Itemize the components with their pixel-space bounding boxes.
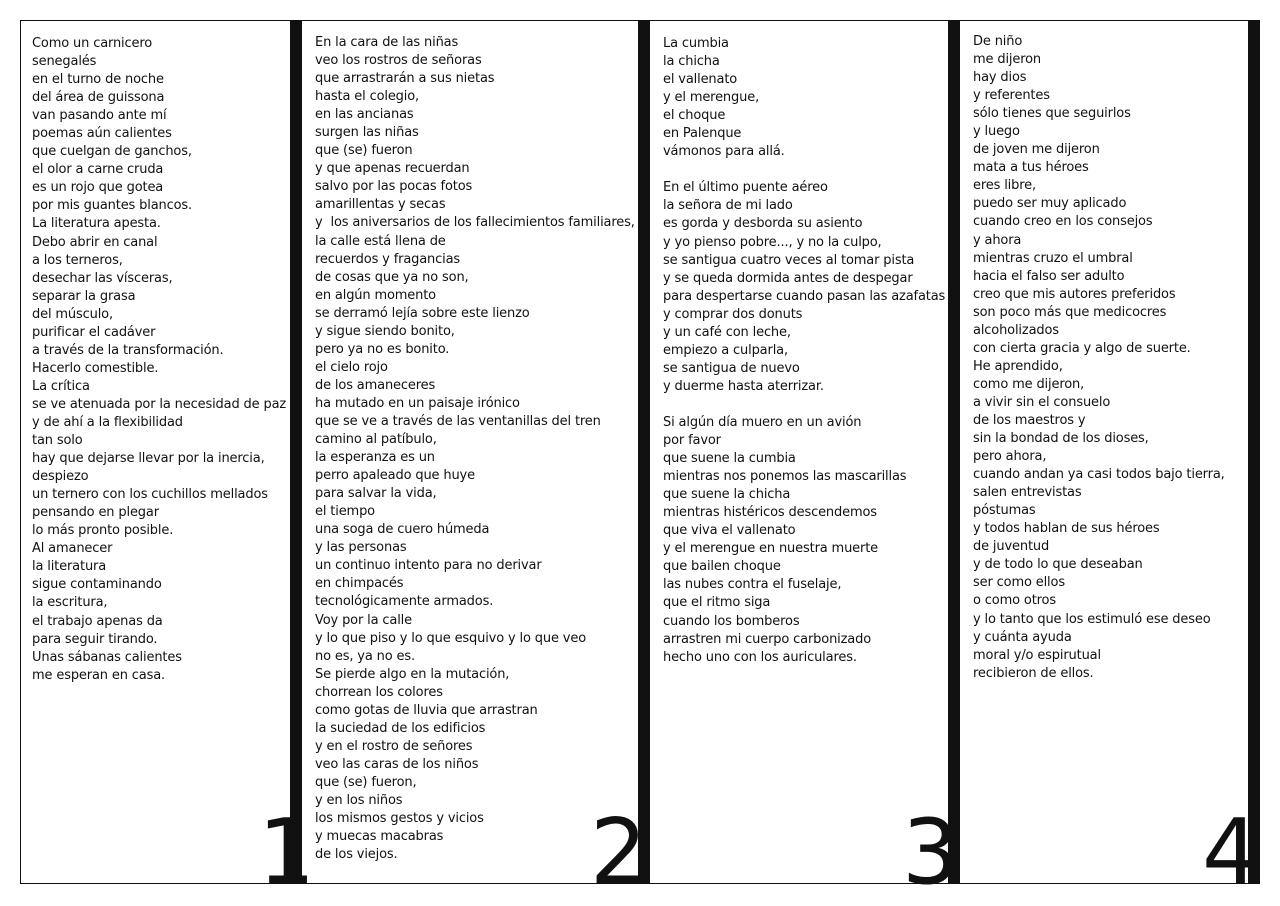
poem-line: Hacerlo comestible.	[32, 360, 159, 376]
poem-line: las nubes contra el fuselaje,	[663, 577, 842, 593]
poem-line: poemas aún calientes	[32, 126, 172, 142]
poem-line: que (se) fueron,	[315, 774, 417, 790]
poem-line: con cierta gracia y algo de suerte.	[973, 340, 1191, 356]
poem-line: por mis guantes blancos.	[32, 198, 193, 214]
poem-column-1	[32, 35, 286, 685]
poem-line: los mismos gestos y vicios	[315, 811, 484, 827]
poem-line: la escritura,	[32, 595, 108, 611]
poem-line: y los aniversarios de los fallecimientos familiares,	[315, 215, 635, 231]
poem-line: y en los niños	[315, 792, 403, 808]
stanza-break	[663, 396, 945, 414]
poem-line: en el turno de noche	[32, 72, 164, 88]
poem-line: Al amanecer	[32, 541, 113, 557]
poem-line: por favor	[663, 433, 721, 449]
poem-line: que el ritmo siga	[663, 595, 771, 611]
poem-line: como me dijeron,	[973, 376, 1085, 392]
poem-line: para despertarse cuando pasan las azafatas	[663, 288, 946, 304]
poem-line: se derramó lejía sobre este lienzo	[315, 305, 530, 321]
poem-line: y de ahí a la flexibilidad	[32, 414, 183, 430]
poem-line: sigue contaminando	[32, 577, 162, 593]
poem-line: y que apenas recuerdan	[315, 161, 470, 177]
poem-line: y todos hablan de sus héroes	[973, 521, 1160, 537]
poem-line: que arrastrarán a sus nietas	[315, 71, 495, 87]
poem-line: De niño	[973, 34, 1023, 49]
poem-line: veo los rostros de señoras	[315, 53, 482, 69]
poem-line: En la cara de las niñas	[315, 35, 459, 50]
poem-line: y un café con leche,	[663, 324, 791, 340]
poem-line: Si algún día muero en un avión	[663, 414, 862, 430]
poem-line: y referentes	[973, 88, 1050, 104]
poem-line: moral y/o espirutual	[973, 647, 1101, 663]
poem-line: la calle está llena de	[315, 233, 446, 249]
poem-line: y sigue siendo bonito,	[315, 323, 455, 339]
poem-line: amarillentas y secas	[315, 197, 446, 213]
poem-line: el olor a carne cruda	[32, 162, 164, 178]
poem-line: chorrean los colores	[315, 684, 443, 700]
poem-line: creo que mis autores preferidos	[973, 286, 1176, 302]
poem-line: me esperan en casa.	[32, 667, 166, 683]
poem-line: y duerme hasta aterrizar.	[663, 378, 824, 394]
poem-line: de los viejos.	[315, 847, 398, 863]
poem-line: un ternero con los cuchillos mellados	[32, 487, 268, 503]
poem-line: de juventud	[973, 539, 1050, 555]
poem-line: eres libre,	[973, 178, 1036, 194]
poem-line: pensando en plegar	[32, 505, 159, 521]
poem-line: para salvar la vida,	[315, 486, 437, 502]
poem-line: Debo abrir en canal	[32, 234, 158, 250]
poem-line: mientras histéricos descendemos	[663, 505, 877, 521]
poem-line: y yo pienso pobre..., y no la culpo,	[663, 234, 882, 250]
poem-line: del músculo,	[32, 306, 113, 322]
poem-line: y el merengue en nuestra muerte	[663, 541, 878, 557]
poem-line: He aprendido,	[973, 358, 1063, 374]
poem-line: la chicha	[663, 54, 720, 70]
poem-line: La literatura apesta.	[32, 216, 161, 232]
poem-line: purificar el cadáver	[32, 324, 156, 340]
poem-line: hasta el colegio,	[315, 89, 420, 105]
poem-line: ha mutado en un paisaje irónico	[315, 395, 520, 411]
poem-line: tecnológicamente armados.	[315, 594, 494, 610]
poem-line: hay que dejarse llevar por la inercia,	[32, 451, 265, 467]
poem-line: para seguir tirando.	[32, 631, 158, 647]
column-divider-3	[948, 20, 960, 884]
poem-line: y lo que piso y lo que esquivo y lo que veo	[315, 630, 587, 646]
poem-line: que suene la cumbia	[663, 451, 796, 467]
column-divider-4	[1248, 20, 1260, 884]
poem-line: de los maestros y	[973, 412, 1086, 428]
poem-line: Se pierde algo en la mutación,	[315, 666, 510, 682]
column-divider-2	[638, 20, 650, 884]
poem-column-2	[315, 34, 635, 864]
poem-line: de joven me dijeron	[973, 142, 1100, 158]
poem-line: y en el rostro de señores	[315, 738, 473, 754]
poem-line: cuando los bomberos	[663, 613, 800, 629]
poem-line: veo las caras de los niños	[315, 756, 479, 772]
poem-line: el choque	[663, 108, 726, 124]
poem-column-3	[663, 35, 945, 667]
poem-line: es gorda y desborda su asiento	[663, 216, 863, 232]
poem-line: un continuo intento para no derivar	[315, 558, 542, 574]
poem-line: el trabajo apenas da	[32, 613, 163, 629]
poem-line: empiezo a culparla,	[663, 342, 788, 358]
poem-line: Unas sábanas calientes	[32, 649, 182, 665]
poem-line: se santigua cuatro veces al tomar pista	[663, 252, 915, 268]
poem-line: la literatura	[32, 559, 107, 575]
poem-line: y lo tanto que los estimuló ese deseo	[973, 611, 1211, 627]
poem-line: que viva el vallenato	[663, 523, 796, 539]
poem-line: desechar las vísceras,	[32, 270, 173, 286]
poem-line: el cielo rojo	[315, 359, 388, 375]
poem-line: senegalés	[32, 54, 97, 70]
poem-line: alcoholizados	[973, 322, 1059, 338]
poem-line: perro apaleado que huye	[315, 468, 475, 484]
poem-line: en chimpacés	[315, 576, 404, 592]
poem-line: que suene la chicha	[663, 487, 791, 503]
poem-line: en Palenque	[663, 126, 742, 142]
poem-line: en algún momento	[315, 287, 436, 303]
poem-line: a los terneros,	[32, 252, 123, 268]
column-number-2: 2	[590, 800, 646, 905]
poem-line: La crítica	[32, 378, 90, 394]
poem-line: se ve atenuada por la necesidad de paz	[32, 396, 287, 412]
poem-line: me dijeron	[973, 52, 1042, 68]
poem-line: no es, ya no es.	[315, 648, 415, 664]
poem-line: hay dios	[973, 70, 1027, 86]
poem-line: lo más pronto posible.	[32, 523, 174, 539]
poem-line: hacia el falso ser adulto	[973, 268, 1125, 284]
poem-line: y muecas macabras	[315, 829, 444, 845]
poem-line: el tiempo	[315, 504, 375, 520]
poem-line: a través de la transformación.	[32, 342, 224, 358]
poem-line: y el merengue,	[663, 90, 760, 106]
poem-line: mientras nos ponemos las mascarillas	[663, 469, 907, 485]
poem-line: recibieron de ellos.	[973, 665, 1094, 681]
poem-line: que (se) fueron	[315, 143, 413, 159]
poem-line: y luego	[973, 124, 1020, 140]
poem-line: salen entrevistas	[973, 485, 1082, 501]
poem-line: ser como ellos	[973, 575, 1065, 591]
poem-line: Voy por la calle	[315, 612, 412, 628]
poem-line: en las ancianas	[315, 107, 414, 123]
column-number-4: 4	[1202, 800, 1258, 905]
poem-line: vámonos para allá.	[663, 144, 785, 160]
poem-line: que bailen choque	[663, 559, 781, 575]
poem-line: son poco más que medicocres	[973, 304, 1167, 320]
poem-line: se santigua de nuevo	[663, 360, 800, 376]
poem-line: hecho uno con los auriculares.	[663, 649, 857, 665]
poem-line: de los amaneceres	[315, 377, 436, 393]
poem-line: a vivir sin el consuelo	[973, 394, 1111, 410]
poem-line: y ahora	[973, 232, 1022, 248]
poem-line: En el último puente aéreo	[663, 180, 828, 196]
poem-line: una soga de cuero húmeda	[315, 522, 490, 538]
stanza-break	[663, 161, 945, 179]
poem-line: puedo ser muy aplicado	[973, 196, 1127, 212]
poem-line: sin la bondad de los dioses,	[973, 431, 1149, 447]
poem-line: como gotas de lluvia que arrastran	[315, 702, 538, 718]
poem-line: el vallenato	[663, 72, 738, 88]
poem-line: recuerdos y fragancias	[315, 251, 461, 267]
column-number-3: 3	[902, 800, 958, 905]
poem-line: del área de guissona	[32, 90, 165, 106]
poem-line: despiezo	[32, 469, 89, 485]
poem-line: pero ahora,	[973, 449, 1047, 465]
poem-line: la suciedad de los edificios	[315, 720, 486, 736]
poem-line: y comprar dos donuts	[663, 306, 803, 322]
column-divider-1	[290, 20, 302, 884]
poem-line: la señora de mi lado	[663, 198, 793, 214]
poem-line: camino al patíbulo,	[315, 432, 437, 448]
poem-line: de cosas que ya no son,	[315, 269, 469, 285]
poem-line: cuando creo en los consejos	[973, 214, 1153, 230]
poem-line: salvo por las pocas fotos	[315, 179, 473, 195]
poem-line: tan solo	[32, 433, 83, 449]
poem-line: Como un carnicero	[32, 36, 153, 51]
poem-line: van pasando ante mí	[32, 108, 167, 124]
poem-line: es un rojo que gotea	[32, 180, 164, 196]
poem-line: o como otros	[973, 593, 1056, 609]
poem-line: arrastren mi cuerpo carbonizado	[663, 631, 872, 647]
poem-column-4	[973, 33, 1225, 683]
poem-line: pero ya no es bonito.	[315, 341, 450, 357]
poem-line: mata a tus héroes	[973, 160, 1089, 176]
poem-line: La cumbia	[663, 36, 729, 51]
poem-line: separar la grasa	[32, 288, 136, 304]
poem-line: que cuelgan de ganchos,	[32, 144, 192, 160]
poem-line: sólo tienes que seguirlos	[973, 106, 1131, 122]
poem-line: y las personas	[315, 540, 407, 556]
poem-line: y de todo lo que deseaban	[973, 557, 1143, 573]
poem-line: mientras cruzo el umbral	[973, 250, 1133, 266]
poem-line: póstumas	[973, 503, 1036, 519]
poem-line: la esperanza es un	[315, 450, 435, 466]
poem-line: y cuánta ayuda	[973, 629, 1072, 645]
poem-line: que se ve a través de las ventanillas del tren	[315, 413, 601, 429]
column-number-1: 1	[258, 800, 314, 905]
poem-line: cuando andan ya casi todos bajo tierra,	[973, 467, 1225, 483]
poem-line: y se queda dormida antes de despegar	[663, 270, 913, 286]
poem-line: surgen las niñas	[315, 125, 419, 141]
